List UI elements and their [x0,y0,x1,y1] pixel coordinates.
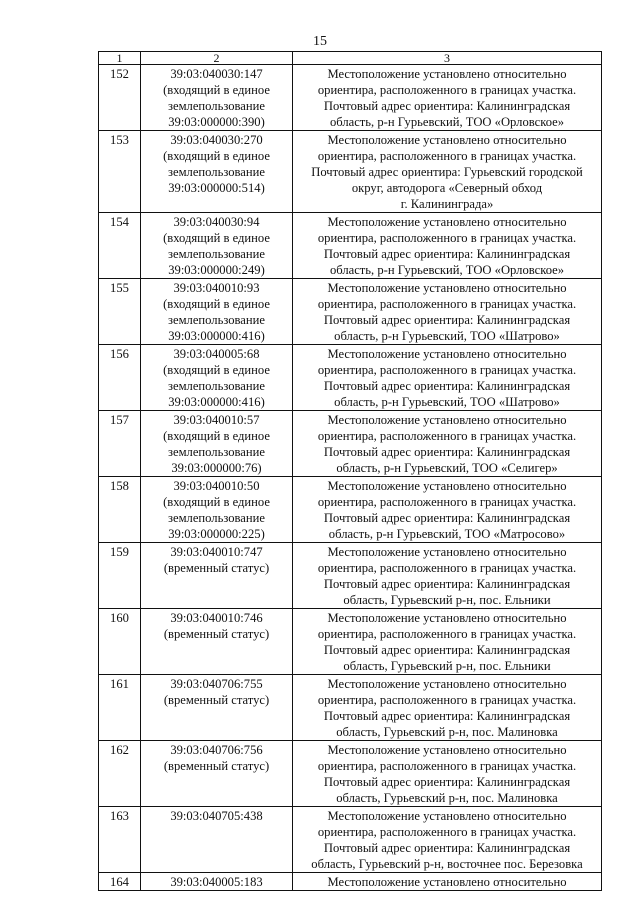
cadastral-line: (входящий в единое [163,83,270,97]
cadastral-line: 39:03:040705:438 [170,809,263,823]
column-header-2: 2 [141,52,293,65]
cadastral-number-cell [141,675,293,741]
description-line: Почтовый адрес ориентира: Калининградская [323,709,571,723]
description-line: округ, автодорога «Северный обход [351,181,543,195]
description-line: ориентира, расположенного в границах участка. [317,297,577,311]
cadastral-line: 39:03:000000:390) [168,115,265,129]
cadastral-line: 39:03:040005:183 [170,875,263,889]
description-line: область, р-н Гурьевский, ТОО «Матросово» [328,527,566,541]
description-line: ориентира, расположенного в границах участка. [317,561,577,575]
cadastral-line: землепользование [168,511,265,525]
description-line: область, Гурьевский р-н, пос. Малиновка [336,725,558,739]
row-number: 152 [99,65,141,131]
table-row [99,131,602,213]
cadastral-number-cell [141,477,293,543]
description-line: область, р-н Гурьевский, ТОО «Селигер» [336,461,558,475]
description-line: область, Гурьевский р-н, пос. Малиновка [336,791,558,805]
cadastral-line: 39:03:040010:50 [173,479,260,493]
row-number: 155 [99,279,141,345]
cadastral-line: 39:03:040706:755 [170,677,263,691]
cadastral-line: 39:03:040030:94 [173,215,260,229]
description-line: Почтовый адрес ориентира: Калининградская [323,643,571,657]
row-number: 159 [99,543,141,609]
cadastral-line: (входящий в единое [163,429,270,443]
cadastral-line: землепользование [168,379,265,393]
cadastral-line: 39:03:000000:416) [168,329,265,343]
row-number: 153 [99,131,141,213]
description-line: Местоположение установлено относительно [327,743,567,757]
cadastral-number-cell [141,873,293,891]
cadastral-line: 39:03:040010:93 [173,281,260,295]
page-number: 15 [313,34,327,49]
cadastral-line: 39:03:040706:756 [170,743,263,757]
description-line: область, р-н Гурьевский, ТОО «Шатрово» [334,329,560,343]
description-line: ориентира, расположенного в границах участка. [317,495,577,509]
location-description-cell [293,213,602,279]
description-line: Местоположение установлено относительно [327,875,567,889]
row-number: 164 [99,873,141,891]
description-line: ориентира, расположенного в границах участка. [317,759,577,773]
description-line: Местоположение установлено относительно [327,677,567,691]
cadastral-number-cell [141,131,293,213]
cadastral-line: землепользование [168,313,265,327]
description-line: область, Гурьевский р-н, пос. Ельники [343,593,551,607]
description-line: Почтовый адрес ориентира: Калининградская [323,511,571,525]
description-line: ориентира, расположенного в границах участка. [317,363,577,377]
location-description-cell [293,609,602,675]
cadastral-line: (временный статус) [163,627,270,641]
description-line: Местоположение установлено относительно [327,133,567,147]
location-description-cell [293,477,602,543]
description-line: Почтовый адрес ориентира: Калининградская [323,445,571,459]
description-line: ориентира, расположенного в границах участка. [317,693,577,707]
cadastral-line: 39:03:040010:747 [170,545,263,559]
table-body [99,65,602,891]
cadastral-line: 39:03:000000:514) [168,181,265,195]
cadastral-line: (входящий в единое [163,495,270,509]
description-line: Почтовый адрес ориентира: Калининградская [323,841,571,855]
description-line: область, р-н Гурьевский, ТОО «Шатрово» [334,395,560,409]
description-line: Местоположение установлено относительно [327,479,567,493]
description-line: Почтовый адрес ориентира: Калининградская [323,247,571,261]
description-line: область, р-н Гурьевский, ТОО «Орловское» [329,263,565,277]
table-row [99,807,602,873]
column-header-3: 3 [293,52,602,65]
cadastral-line: землепользование [168,247,265,261]
description-line: ориентира, расположенного в границах участка. [317,149,577,163]
table-row [99,543,602,609]
cadastral-line: 39:03:040010:57 [173,413,260,427]
description-line: область, Гурьевский р-н, пос. Ельники [343,659,551,673]
table-row [99,65,602,131]
cadastral-line: 39:03:000000:76) [171,461,262,475]
description-line: ориентира, расположенного в границах участка. [317,627,577,641]
table-row [99,279,602,345]
cadastral-line: (входящий в единое [163,363,270,377]
land-plots-table [98,51,602,891]
description-line: область, р-н Гурьевский, ТОО «Орловское» [329,115,565,129]
location-description-cell [293,345,602,411]
row-number: 160 [99,609,141,675]
table-row [99,477,602,543]
location-description-cell [293,65,602,131]
location-description-cell [293,675,602,741]
description-line: Местоположение установлено относительно [327,281,567,295]
description-line: ориентира, расположенного в границах участка. [317,83,577,97]
description-line: Местоположение установлено относительно [327,809,567,823]
location-description-cell [293,411,602,477]
cadastral-number-cell [141,279,293,345]
location-description-cell [293,131,602,213]
description-line: Почтовый адрес ориентира: Калининградская [323,313,571,327]
row-number: 156 [99,345,141,411]
cadastral-line: 39:03:000000:416) [168,395,265,409]
cadastral-number-cell [141,543,293,609]
description-line: Местоположение установлено относительно [327,215,567,229]
description-line: ориентира, расположенного в границах участка. [317,231,577,245]
table-row [99,609,602,675]
cadastral-number-cell [141,741,293,807]
cadastral-number-cell [141,609,293,675]
cadastral-number-cell [141,213,293,279]
description-line: г. Калининграда» [400,197,494,211]
cadastral-number-cell [141,345,293,411]
table-row [99,873,602,891]
table-row [99,411,602,477]
cadastral-number-cell [141,65,293,131]
table-header-row [99,52,602,65]
description-line: Местоположение установлено относительно [327,347,567,361]
cadastral-line: землепользование [168,99,265,113]
cadastral-number-cell [141,807,293,873]
cadastral-line: 39:03:000000:225) [168,527,265,541]
table-row [99,345,602,411]
cadastral-line: 39:03:000000:249) [168,263,265,277]
location-description-cell [293,873,602,891]
description-line: Почтовый адрес ориентира: Калининградская [323,99,571,113]
cadastral-line: (входящий в единое [163,231,270,245]
cadastral-line: (временный статус) [163,561,270,575]
cadastral-line: (временный статус) [163,759,270,773]
row-number: 157 [99,411,141,477]
row-number: 163 [99,807,141,873]
cadastral-line: (временный статус) [163,693,270,707]
description-line: Почтовый адрес ориентира: Калининградская [323,379,571,393]
row-number: 161 [99,675,141,741]
description-line: Почтовый адрес ориентира: Гурьевский городской [311,165,583,179]
table-row [99,741,602,807]
description-line: Местоположение установлено относительно [327,545,567,559]
row-number: 162 [99,741,141,807]
cadastral-number-cell [141,411,293,477]
description-line: Почтовый адрес ориентира: Калининградская [323,577,571,591]
row-number: 154 [99,213,141,279]
table-row [99,675,602,741]
table-row [99,213,602,279]
description-line: Местоположение установлено относительно [327,611,567,625]
description-line: Местоположение установлено относительно [327,67,567,81]
location-description-cell [293,279,602,345]
cadastral-line: 39:03:040030:270 [170,133,263,147]
cadastral-line: 39:03:040030:147 [170,67,263,81]
description-line: область, Гурьевский р-н, восточнее пос. Березовка [311,857,583,871]
cadastral-line: 39:03:040005:68 [173,347,260,361]
cadastral-line: землепользование [168,165,265,179]
description-line: ориентира, расположенного в границах участка. [317,825,577,839]
description-line: ориентира, расположенного в границах участка. [317,429,577,443]
description-line: Местоположение установлено относительно [327,413,567,427]
location-description-cell [293,741,602,807]
column-header-1: 1 [99,52,141,65]
cadastral-line: (входящий в единое [163,149,270,163]
row-number: 158 [99,477,141,543]
description-line: Почтовый адрес ориентира: Калининградская [323,775,571,789]
location-description-cell [293,543,602,609]
location-description-cell [293,807,602,873]
cadastral-line: 39:03:040010:746 [170,611,263,625]
cadastral-line: землепользование [168,445,265,459]
cadastral-line: (входящий в единое [163,297,270,311]
